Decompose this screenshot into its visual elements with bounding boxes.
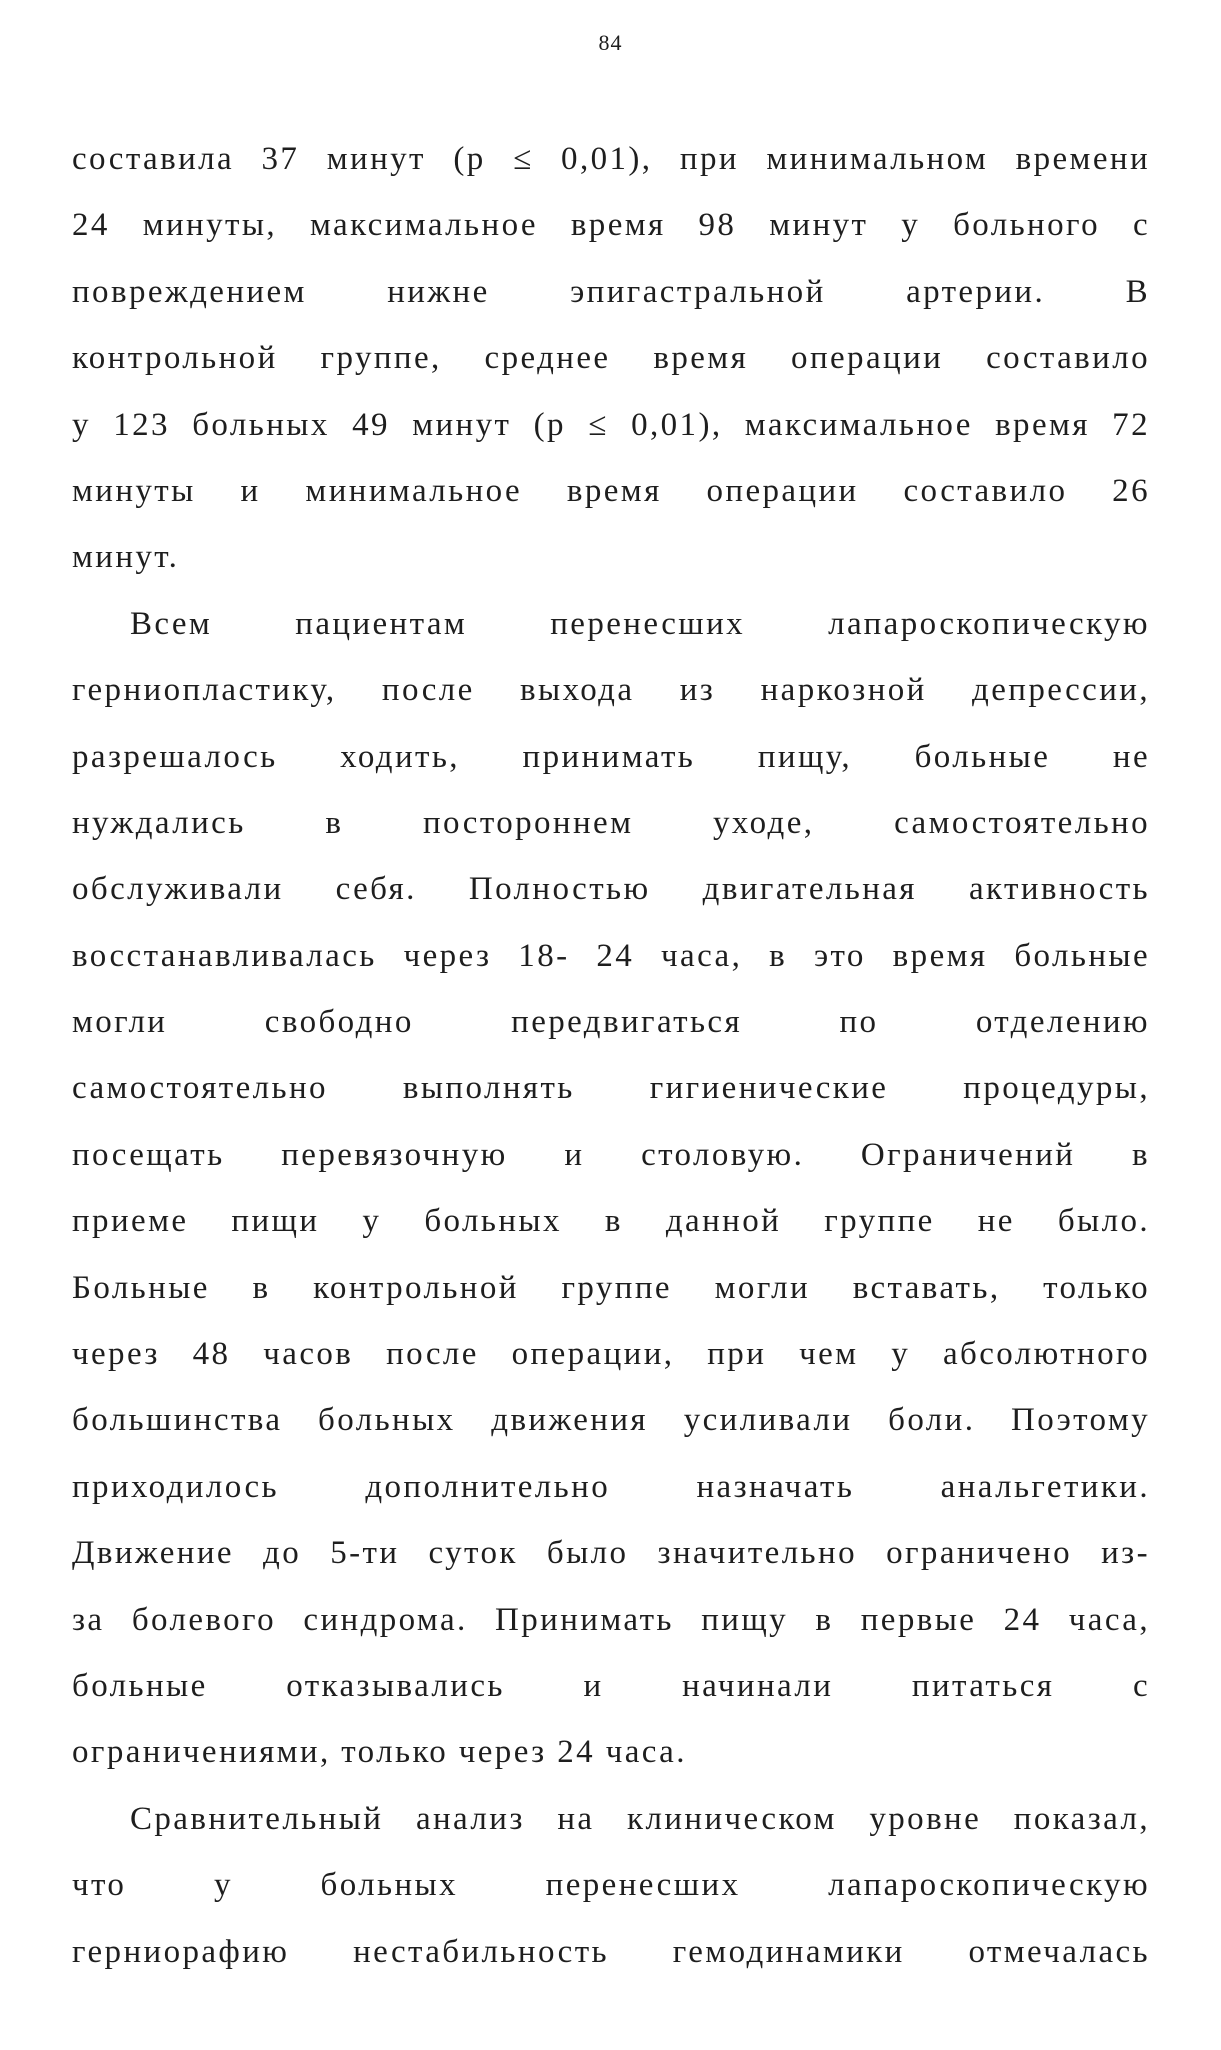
text-line: нуждались в постороннем уходе, самостоятельно: [72, 804, 1150, 841]
text-line: контрольной группе, среднее время операции составило: [72, 340, 1150, 377]
text-line: могли свободно передвигаться по отделению: [72, 1004, 1150, 1041]
text-line: Движение до 5-ти суток было значительно ограничено из-: [72, 1535, 1150, 1572]
text-line: минут.: [72, 539, 180, 576]
text-line: ограничениями, только через 24 часа.: [72, 1734, 687, 1771]
text-line: повреждением нижне эпигастральной артерии. В: [72, 273, 1150, 310]
page-number: 84: [598, 30, 623, 55]
text-line: посещать перевязочную и столовую. Ограничений в: [72, 1136, 1150, 1173]
text-line: восстанавливалась через 18- 24 часа, в это время больные: [72, 937, 1150, 974]
body-text: [72, 126, 1150, 1985]
text-line: обслуживали себя. Полностью двигательная активность: [72, 871, 1150, 908]
text-line: составила 37 минут (р ≤ 0,01), при минимальном времени: [72, 141, 1150, 177]
text-line: у 123 больных 49 минут (р ≤ 0,01), максимальное время 72: [72, 406, 1150, 443]
text-line: Больные в контрольной группе могли вставать, только: [72, 1269, 1150, 1306]
text-line: больные отказывались и начинали питаться с: [72, 1667, 1150, 1704]
text-line: герниопластику, после выхода из наркозной депрессии,: [72, 672, 1150, 709]
text-line: приходилось дополнительно назначать анальгетики.: [72, 1468, 1150, 1505]
text-line: что у больных перенесших лапароскопическую: [72, 1867, 1150, 1904]
text-line: герниорафию нестабильность гемодинамики отмечалась: [72, 1933, 1150, 1970]
text-line: приеме пищи у больных в данной группе не было.: [72, 1203, 1150, 1240]
text-line: самостоятельно выполнять гигиенические процедуры,: [72, 1070, 1150, 1107]
text-line: Всем пациентам перенесших лапароскопическую: [130, 605, 1150, 642]
text-line: минуты и минимальное время операции составило 26: [72, 472, 1150, 509]
text-line: разрешалось ходить, принимать пищу, больные не: [72, 738, 1150, 775]
text-line: 24 минуты, максимальное время 98 минут у больного с: [72, 207, 1150, 244]
text-line: Сравнительный анализ на клиническом уровне показал,: [130, 1800, 1150, 1837]
text-line: большинства больных движения усиливали боли. Поэтому: [72, 1402, 1150, 1439]
text-line: за болевого синдрома. Принимать пищу в первые 24 часа,: [72, 1601, 1150, 1638]
text-line: через 48 часов после операции, при чем у абсолютного: [72, 1336, 1150, 1373]
